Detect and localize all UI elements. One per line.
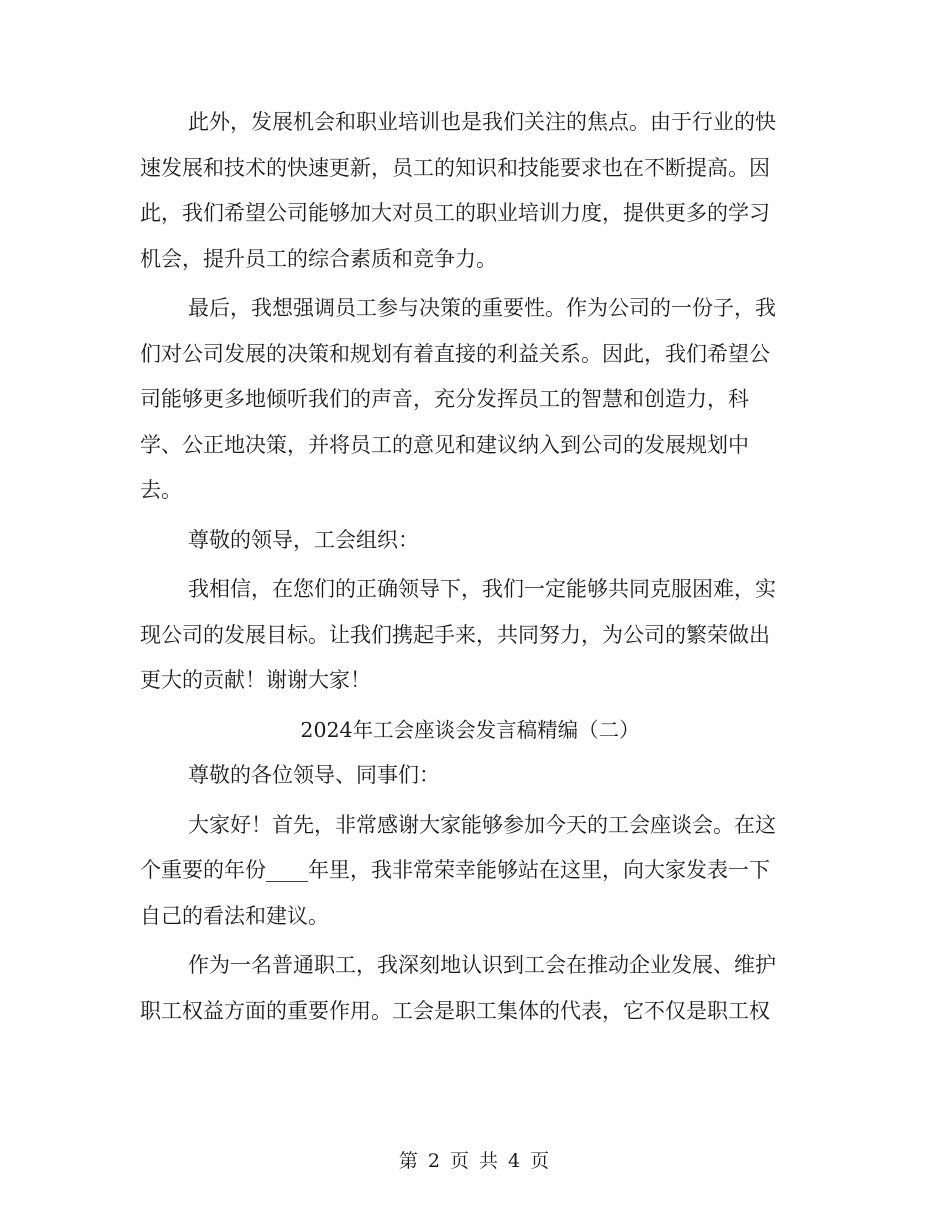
paragraph-line: 职工权益方面的重要作用。工会是职工集体的代表，它不仅是职工权	[140, 998, 770, 1023]
paragraph-line: 此外，发展机会和职业培训也是我们关注的焦点。由于行业的快	[188, 110, 776, 134]
paragraph-line: 们对公司发展的决策和规划有着直接的利益关系。因此，我们希望公	[140, 341, 770, 366]
paragraph-line: 更大的贡献！谢谢大家！	[140, 668, 371, 692]
paragraph-line: 个重要的年份____年里，我非常荣幸能够站在这里，向大家发表一下	[140, 858, 770, 882]
paragraph-line: 学、公正地决策，并将员工的意见和建议纳入到公司的发展规划中	[140, 432, 749, 457]
paragraph-line: 最后，我想强调员工参与决策的重要性。作为公司的一份子，我	[188, 296, 776, 320]
paragraph-line: 我相信，在您们的正确领导下，我们一定能够共同克服困难，实	[188, 577, 776, 601]
paragraph-line: 司能够更多地倾听我们的声音，充分发挥员工的智慧和创造力，科	[140, 387, 749, 411]
salutation-line: 尊敬的领导，工会组织：	[188, 527, 419, 552]
paragraph-line: 大家好！首先，非常感谢大家能够参加今天的工会座谈会。在这	[188, 812, 776, 837]
section-heading: 2024年工会座谈会发言稿精编（二）	[300, 717, 640, 742]
paragraph-line: 机会，提升员工的综合素质和竞争力。	[140, 246, 497, 271]
paragraph-line: 作为一名普通职工，我深刻地认识到工会在推动企业发展、维护	[188, 953, 776, 977]
salutation-line: 尊敬的各位领导、同事们：	[188, 763, 440, 787]
paragraph-line: 速发展和技术的快速更新，员工的知识和技能要求也在不断提高。因	[140, 155, 770, 180]
page-number-footer: 第 2 页 共 4 页	[398, 1150, 552, 1172]
paragraph-line: 去。	[140, 478, 182, 502]
paragraph-line: 现公司的发展目标。让我们携起手来，共同努力，为公司的繁荣做出	[140, 622, 770, 647]
paragraph-line: 此，我们希望公司能够加大对员工的职业培训力度，提供更多的学习	[140, 201, 770, 225]
paragraph-line: 自己的看法和建议。	[140, 903, 329, 928]
document-body	[140, 100, 800, 1034]
